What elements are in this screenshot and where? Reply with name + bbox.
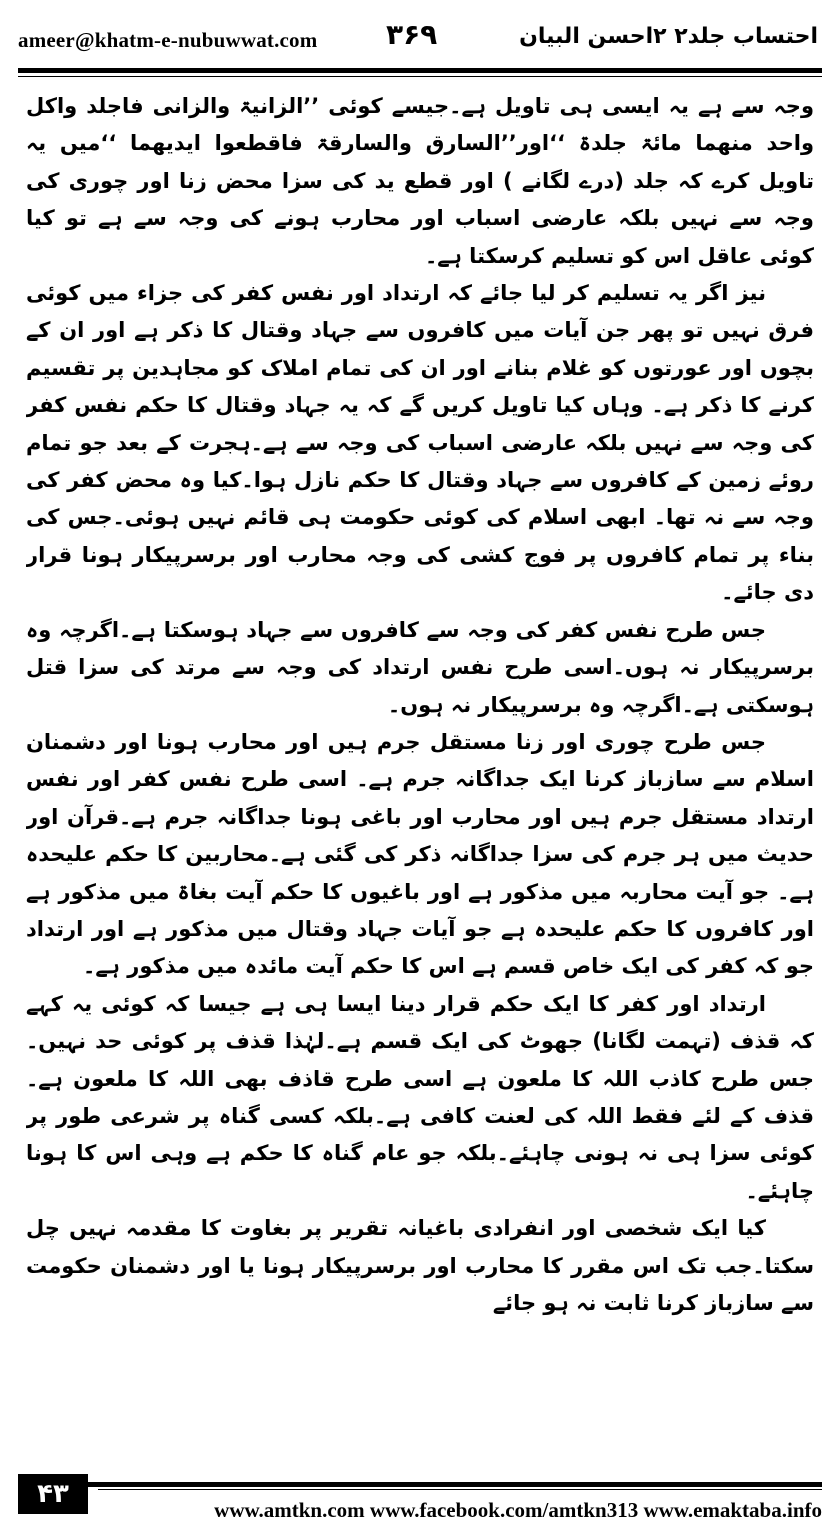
page-footer [18, 1474, 822, 1530]
footer-rule [18, 1482, 822, 1487]
paragraph-5: ارتداد اور کفر کا ایک حکم قرار دینا ایسا ہی ہے جیسا کہ کوئی یہ کہے کہ قذف (تہمت لگانا) جھوٹ کی ایک قسم ہے۔لہٰذا قذف پر کوئی حد نہیں۔جس طرح کاذب اللہ کا ملعون ہے اسی طرح قاذف بھی اللہ کا ملعون ہے۔قذف کے لئے فقط اللہ کی لعنت کافی ہے۔بلکہ کسی گناہ پر شرعی طور پر کوئی سزا ہی نہ ہونی چاہئے۔بلکہ جو عام گناہ کا حکم ہے وہی اس کا ہونا چاہئے۔ [26, 991, 814, 1203]
header-email: ameer@khatm-e-nubuwwat.com [18, 28, 318, 52]
footer-page-number: ۴۳ [18, 1474, 88, 1514]
page-body [26, 88, 814, 1460]
header-book-title: احتساب جلد۲ ۲احسن البیان [519, 24, 818, 49]
paragraph-3: جس طرح نفس کفر کی وجہ سے کافروں سے جہاد ہوسکتا ہے۔اگرچہ وہ برسرپیکار نہ ہوں۔اسی طرح نفس ارتداد کی وجہ سے مرتد کی سزا قتل ہوسکتی ہے۔اگرچہ وہ برسرپیکار نہ ہوں۔ [26, 617, 814, 717]
paragraph-6: کیا ایک شخصی اور انفرادی باغیانہ تقریر پر بغاوت کا مقدمہ نہیں چل سکتا۔جب تک اس مقرر کا محارب اور برسرپیکار ہونا یا اور دشمنان حکومت سے سازباز کرنا ثابت نہ ہو جائے [26, 1216, 814, 1315]
paragraph-4: جس طرح چوری اور زنا مستقل جرم ہیں اور محارب ہونا اور دشمنان اسلام سے سازباز کرنا ایک جداگانہ جرم ہے۔ اسی طرح نفس کفر اور نفس ارتداد مستقل جرم ہیں اور محارب اور باغی ہونا جداگانہ جرم ہے۔قرآن اور حدیث میں ہر جرم کی سزا جداگانہ ذکر کی گئی ہے۔محاربین کا حکم علیحدہ ہے۔ جو آیت محاربہ میں مذکور ہے اور باغیوں کا حکم آیت بغاۃ میں مذکور ہے اور کافروں کا حکم علیحدہ ہے جو آیات جہاد وقتال میں مذکور ہے اور ارتداد جو کہ کفر کی ایک خاص قسم ہے اس کا حکم آیت مائدہ میں مذکور ہے۔ [26, 729, 814, 979]
paragraph-2: نیز اگر یہ تسلیم کر لیا جائے کہ ارتداد اور نفس کفر کی جزاء میں کوئی فرق نہیں تو پھر جن آیات میں کافروں سے جہاد وقتال کا ذکر ہے اور ان کے بچوں اور عورتوں کو غلام بنانے اور ان کی تمام املاک کو مجاہدین پر تقسیم کرنے کا ذکر ہے۔ وہاں کیا تاویل کریں گے کہ یہ جہاد وقتال کا حکم نفس کفر کی وجہ سے نہیں بلکہ عارضی اسباب کی وجہ سے ہے۔ہجرت کے بعد جو تمام روئے زمین کے کافروں سے جہاد وقتال کا حکم نازل ہوا۔کیا وہ محض کفر کی وجہ سے نہ تھا۔ ابھی اسلام کی کوئی حکومت ہی قائم نہیں ہوئی۔جس کی بناء پر تمام کافروں پر فوج کشی کی وجہ محارب اور برسرپیکار ہونا قرار دی جائے۔ [26, 281, 814, 605]
header-rule [18, 68, 822, 73]
page-header [18, 12, 822, 68]
header-page-number: ۳۶۹ [386, 18, 438, 51]
header-rule-thin [18, 76, 822, 77]
paragraph-1: وجہ سے ہے یہ ایسی ہی تاویل ہے۔جیسے کوئی ’’الزانیۃ والزانی فاجلد واکل واحد منھما مائۃ جلدۃ ‘‘اور’’السارق والسارقۃ فاقطعوا ایدیھما ‘‘میں یہ تاویل کرے کہ جلد (درے لگانے ) اور قطع ید کی سزا محض زنا اور چوری کی وجہ سے نہیں بلکہ عارضی اسباب اور محارب ہونے کی وجہ سے ہے تو کیا کوئی عاقل اس کو تسلیم کرسکتا ہے۔ [26, 94, 814, 268]
footer-rule-thin [98, 1489, 822, 1490]
footer-links[interactable]: www.amtkn.com www.facebook.com/amtkn313 www.emaktaba.info [214, 1498, 822, 1522]
